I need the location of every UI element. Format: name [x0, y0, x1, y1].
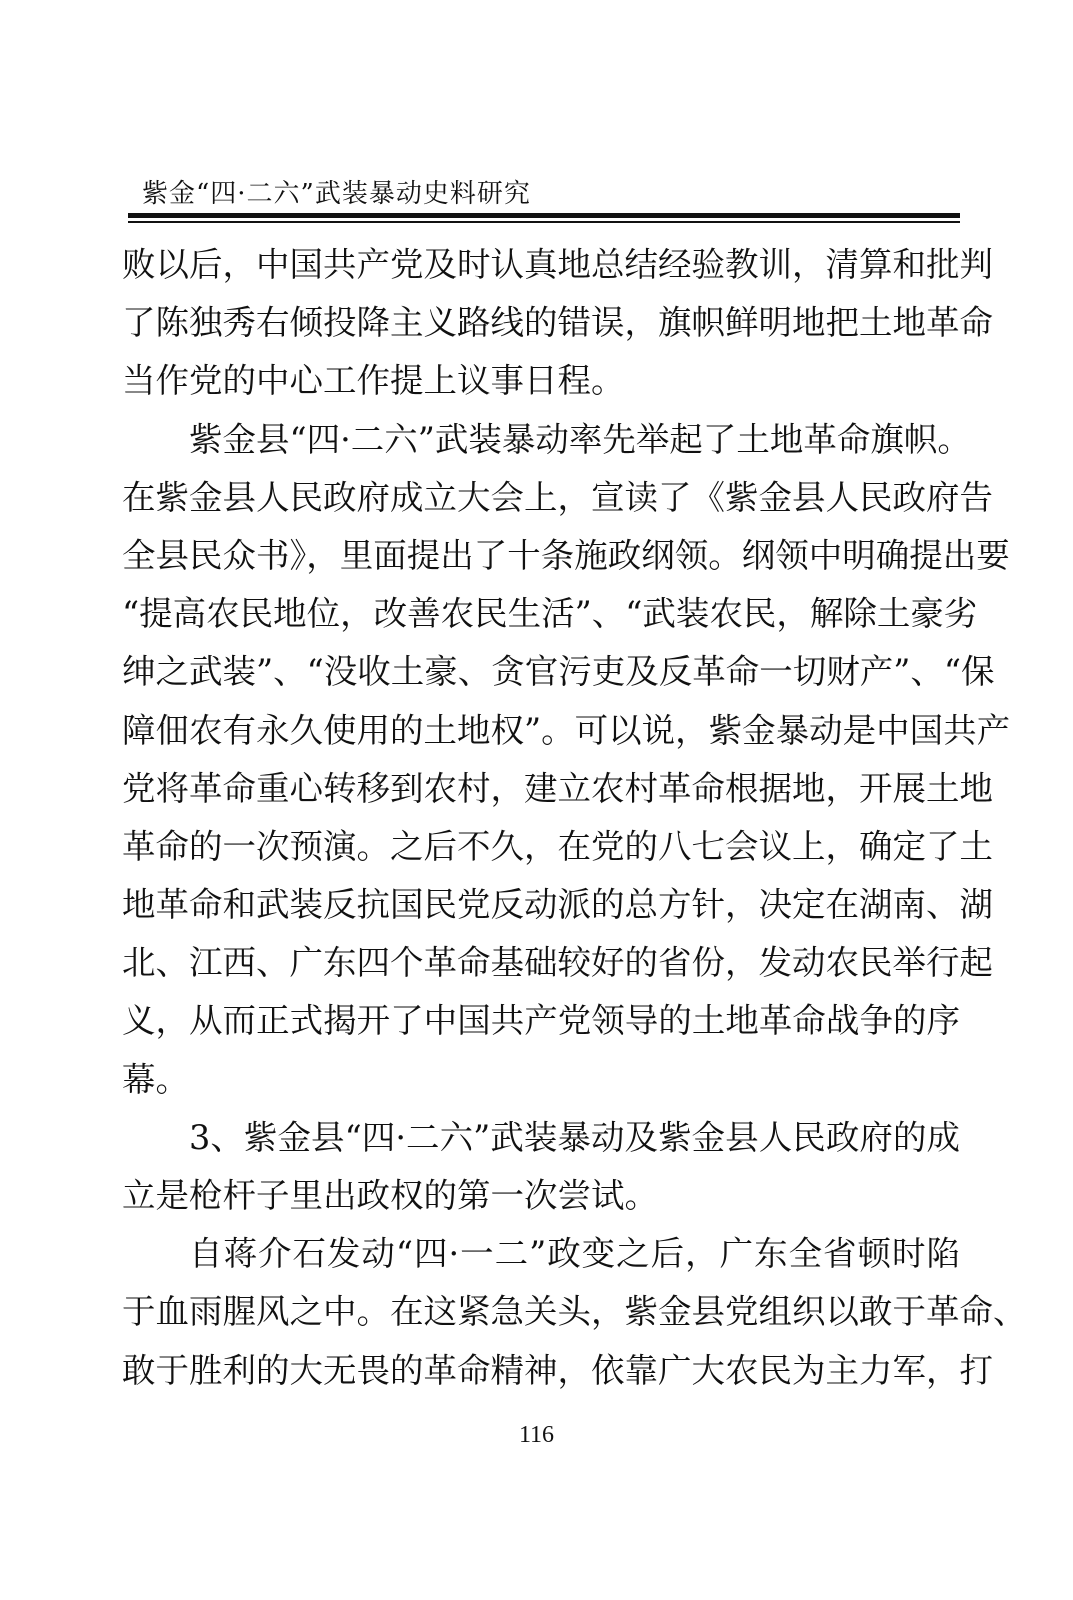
header-rule-thin	[128, 221, 960, 223]
page-number: 116	[518, 1422, 555, 1448]
text-line: 地革命和武装反抗国民党反动派的总方针，决定在湖南、湖	[122, 885, 993, 925]
text-line: 幕。	[122, 1059, 189, 1099]
text-line: 义，从而正式揭开了中国共产党领导的土地革命战争的序	[122, 1001, 960, 1041]
running-header: 紫金“四·二六”武装暴动史料研究	[142, 179, 531, 209]
text-line: 北、江西、广东四个革命基础较好的省份，发动农民举行起	[122, 943, 993, 983]
text-line: “提高农民地位，改善农民生活”、“武装农民，解除土豪劣	[122, 594, 978, 634]
text-line: 当作党的中心工作提上议事日程。	[122, 361, 625, 401]
text-line: 3、紫金县“四·二六”武装暴动及紫金县人民政府的成	[189, 1117, 960, 1157]
text-line: 障佃农有永久使用的土地权”。可以说，紫金暴动是中国共产	[122, 710, 1011, 750]
text-line: 了陈独秀右倾投降主义路线的错误，旗帜鲜明地把土地革命	[122, 303, 993, 343]
text-line: 于血雨腥风之中。在这紧急关头，紫金县党组织以敢于革命、	[122, 1292, 1027, 1332]
text-line: 绅之武装”、“没收土豪、贪官污吏及反革命一切财产”、“保	[122, 652, 995, 692]
text-line: 革命的一次预演。之后不久，在党的八七会议上，确定了土	[122, 826, 993, 866]
text-line: 党将革命重心转移到农村，建立农村革命根据地，开展土地	[122, 768, 993, 808]
text-line: 败以后，中国共产党及时认真地总结经验教训，清算和批判	[122, 245, 993, 284]
text-line: 敢于胜利的大无畏的革命精神，依靠广大农民为主力军，打	[122, 1350, 993, 1390]
text-line: 立是枪杆子里出政权的第一次尝试。	[122, 1176, 658, 1215]
body-text	[122, 236, 1027, 1400]
text-line: 紫金县“四·二六”武装暴动率先举起了土地革命旗帜。	[189, 419, 971, 459]
header-rule-thick	[128, 213, 960, 218]
text-line: 全县民众书》，里面提出了十条施政纲领。纲领中明确提出要	[122, 535, 1010, 575]
text-line: 自蒋介石发动“四·一二”政变之后，广东全省顿时陷	[189, 1234, 960, 1274]
text-line: 在紫金县人民政府成立大会上，宣读了《紫金县人民政府告	[122, 477, 993, 517]
